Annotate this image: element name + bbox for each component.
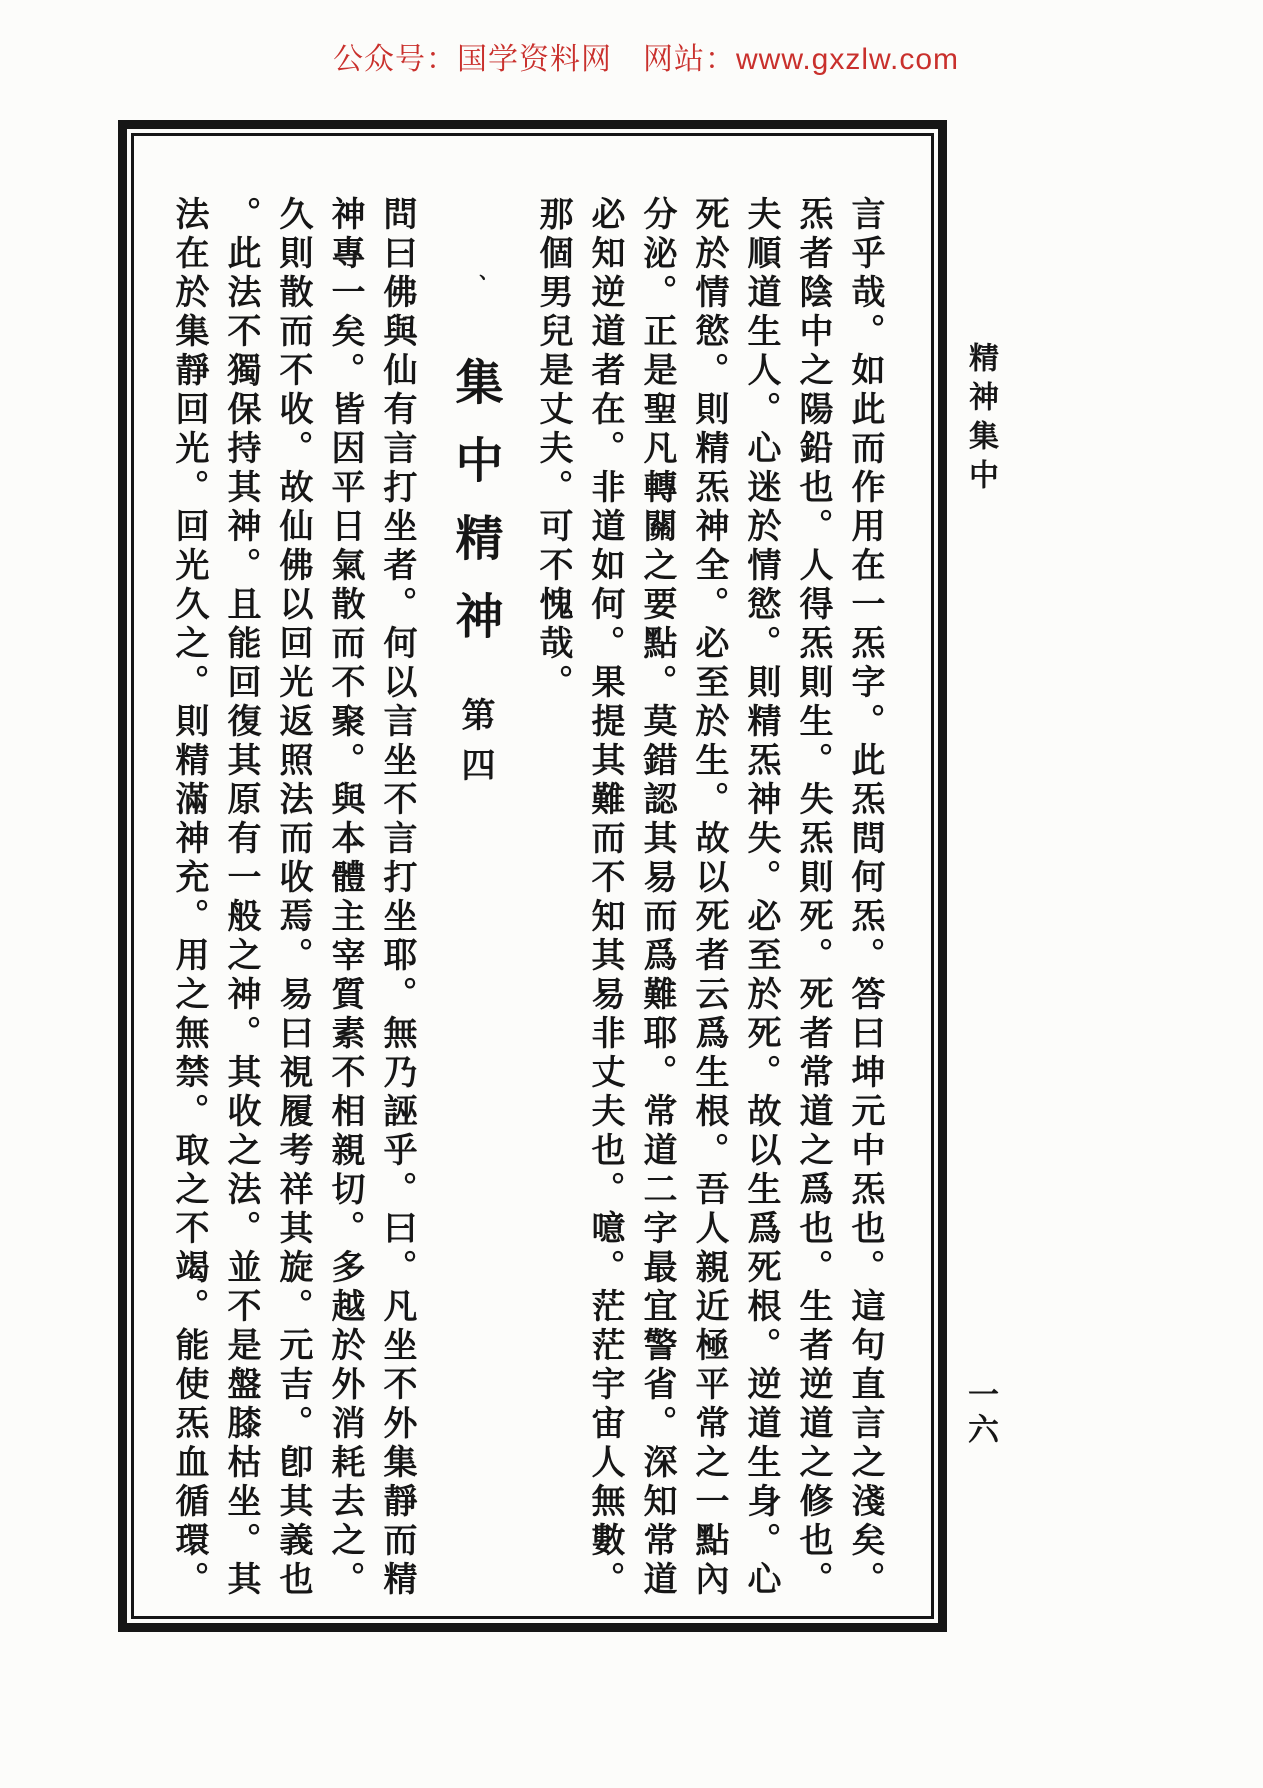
text-column: 炁者陰中之陽鉛也。人得炁則生。失炁則死。死者常道之爲也。生者逆道之修也。	[794, 196, 831, 1600]
running-title: 精神集中	[964, 342, 997, 498]
text-column: 神專一矣。皆因平日氣散而不聚。與本體主宰質素不相親切。多越於外消耗去之。	[326, 196, 363, 1600]
text-column: 那個男兒是丈夫。可不愧哉。	[534, 196, 571, 703]
page-number: 一六	[963, 1378, 998, 1448]
text-column: 法在於集靜回光。回光久之。則精滿神充。用之無禁。取之不竭。能使炁血循環。	[170, 196, 207, 1600]
text-column: 言乎哉。如此而作用在一炁字。此炁問何炁。答曰坤元中炁也。這句直言之淺矣。	[846, 196, 883, 1600]
text-column: 問曰佛與仙有言打坐者。何以言坐不言打坐耶。無乃誣乎。曰。凡坐不外集靜而精	[378, 196, 415, 1600]
chapter-title-column	[448, 196, 500, 1618]
watermark-banner: 公众号：国学资料网 网站：www.gxzlw.com	[333, 43, 960, 76]
text-column: 。此法不獨保持其神。且能回復其原有一般之神。其收之法。並不是盤膝枯坐。其	[222, 196, 259, 1600]
text-column: 久則散而不收。故仙佛以回光返照法而收焉。易曰視履考祥其旋。元吉。卽其義也	[274, 196, 311, 1600]
chapter-mark: 、	[463, 274, 485, 299]
text-column: 分泌。正是聖凡轉關之要點。莫錯認其易而爲難耶。常道二字最宜警省。深知常道	[638, 196, 675, 1600]
text-column: 必知逆道者在。非道如何。果提其難而不知其易非丈夫也。噫。茫茫宇宙人無數。	[586, 196, 623, 1600]
chapter-number: 第四	[456, 697, 493, 797]
text-column: 夫順道生人。心迷於情慾。則精炁神失。必至於死。故以生爲死根。逆道生身。心	[742, 196, 779, 1600]
text-column: 死於情慾。則精炁神全。必至於生。故以死者云爲生根。吾人親近極平常之一點內	[690, 196, 727, 1600]
text-columns	[150, 196, 890, 1618]
chapter-title: 集中精神	[448, 357, 501, 669]
